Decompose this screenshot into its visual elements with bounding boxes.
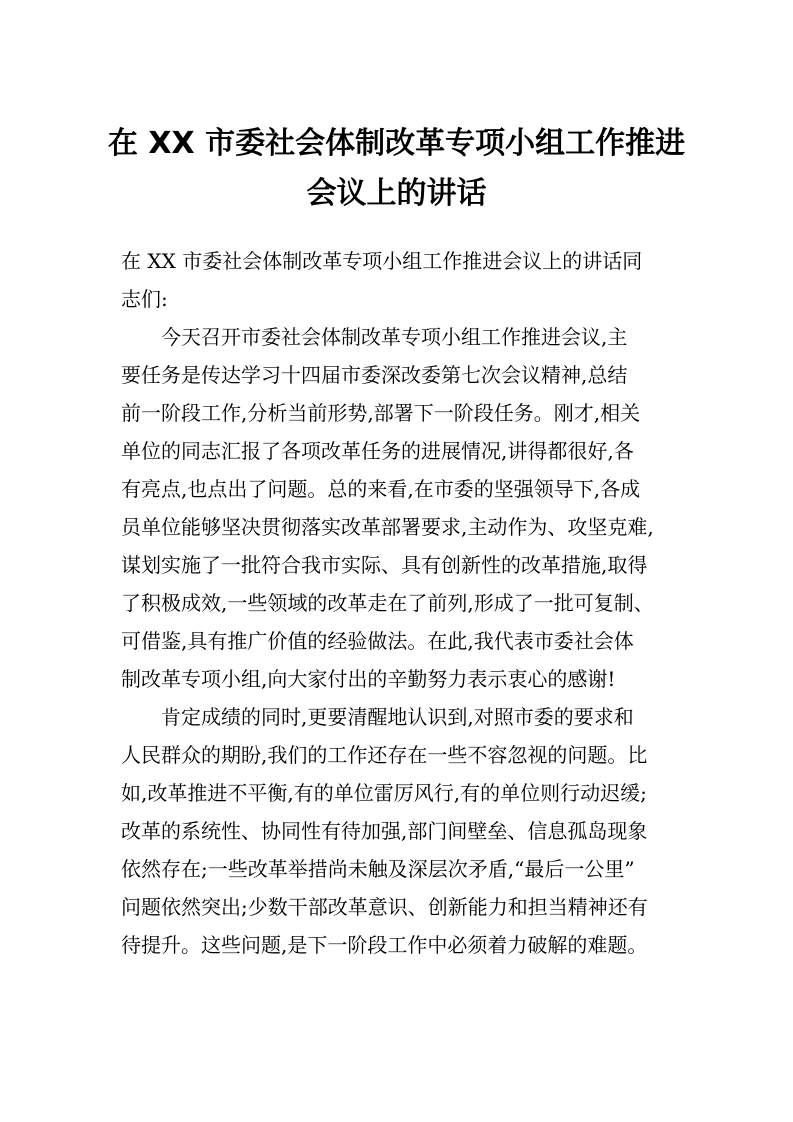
text-line: 待提升。这些问题,是下一阶段工作中必须着力破解的难题。: [121, 933, 648, 957]
text-line: 今天召开市委社会体制改革专项小组工作推进会议,主: [161, 325, 628, 349]
text-line: 要任务是传达学习十四届市委深改委第七次会议精神,总结: [121, 363, 628, 387]
text-line: 人民群众的期盼,我们的工作还存在一些不容忽视的问题。比: [121, 743, 648, 767]
page-title-line-1: 在 XX 市委社会体制改革专项小组工作推进: [107, 126, 686, 161]
text-line: 问题依然突出;少数干部改革意识、创新能力和担当精神还有: [121, 895, 648, 919]
speech-body: [121, 242, 681, 964]
text-line: 前一阶段工作,分析当前形势,部署下一阶段任务。刚才,相关: [121, 401, 641, 425]
text-line: 改革的系统性、协同性有待加强,部门间壁垒、信息孤岛现象: [121, 819, 648, 843]
text-line: 可借鉴,具有推广价值的经验做法。在此,我代表市委社会体: [121, 629, 634, 653]
text-line: 肯定成绩的同时,更要清醒地认识到,对照市委的要求和: [161, 705, 634, 729]
text-line: 单位的同志汇报了各项改革任务的进展情况,讲得都很好,各: [121, 439, 634, 463]
page-title-line-2: 会议上的讲话: [306, 176, 487, 211]
text-line: 志们:: [121, 287, 168, 311]
text-line: 制改革专项小组,向大家付出的辛勤努力表示衷心的感谢!: [121, 667, 616, 691]
text-line: 依然存在;一些改革举措尚未触及深层次矛盾,“最后一公里”: [121, 857, 635, 881]
text-line: 如,改革推进不平衡,有的单位雷厉风行,有的单位则行动迟缓;: [121, 781, 647, 805]
text-line: 有亮点,也点出了问题。总的来看,在市委的坚强领导下,各成: [121, 477, 641, 501]
text-line: 员单位能够坚决贯彻落实改革部署要求,主动作为、攻坚克难,: [121, 515, 654, 539]
text-line: 谋划实施了一批符合我市实际、具有创新性的改革措施,取得: [121, 553, 648, 577]
text-line: 了积极成效,一些领域的改革走在了前列,形成了一批可复制、: [121, 591, 654, 615]
text-line: 在 XX 市委社会体制改革专项小组工作推进会议上的讲话同: [121, 249, 643, 273]
